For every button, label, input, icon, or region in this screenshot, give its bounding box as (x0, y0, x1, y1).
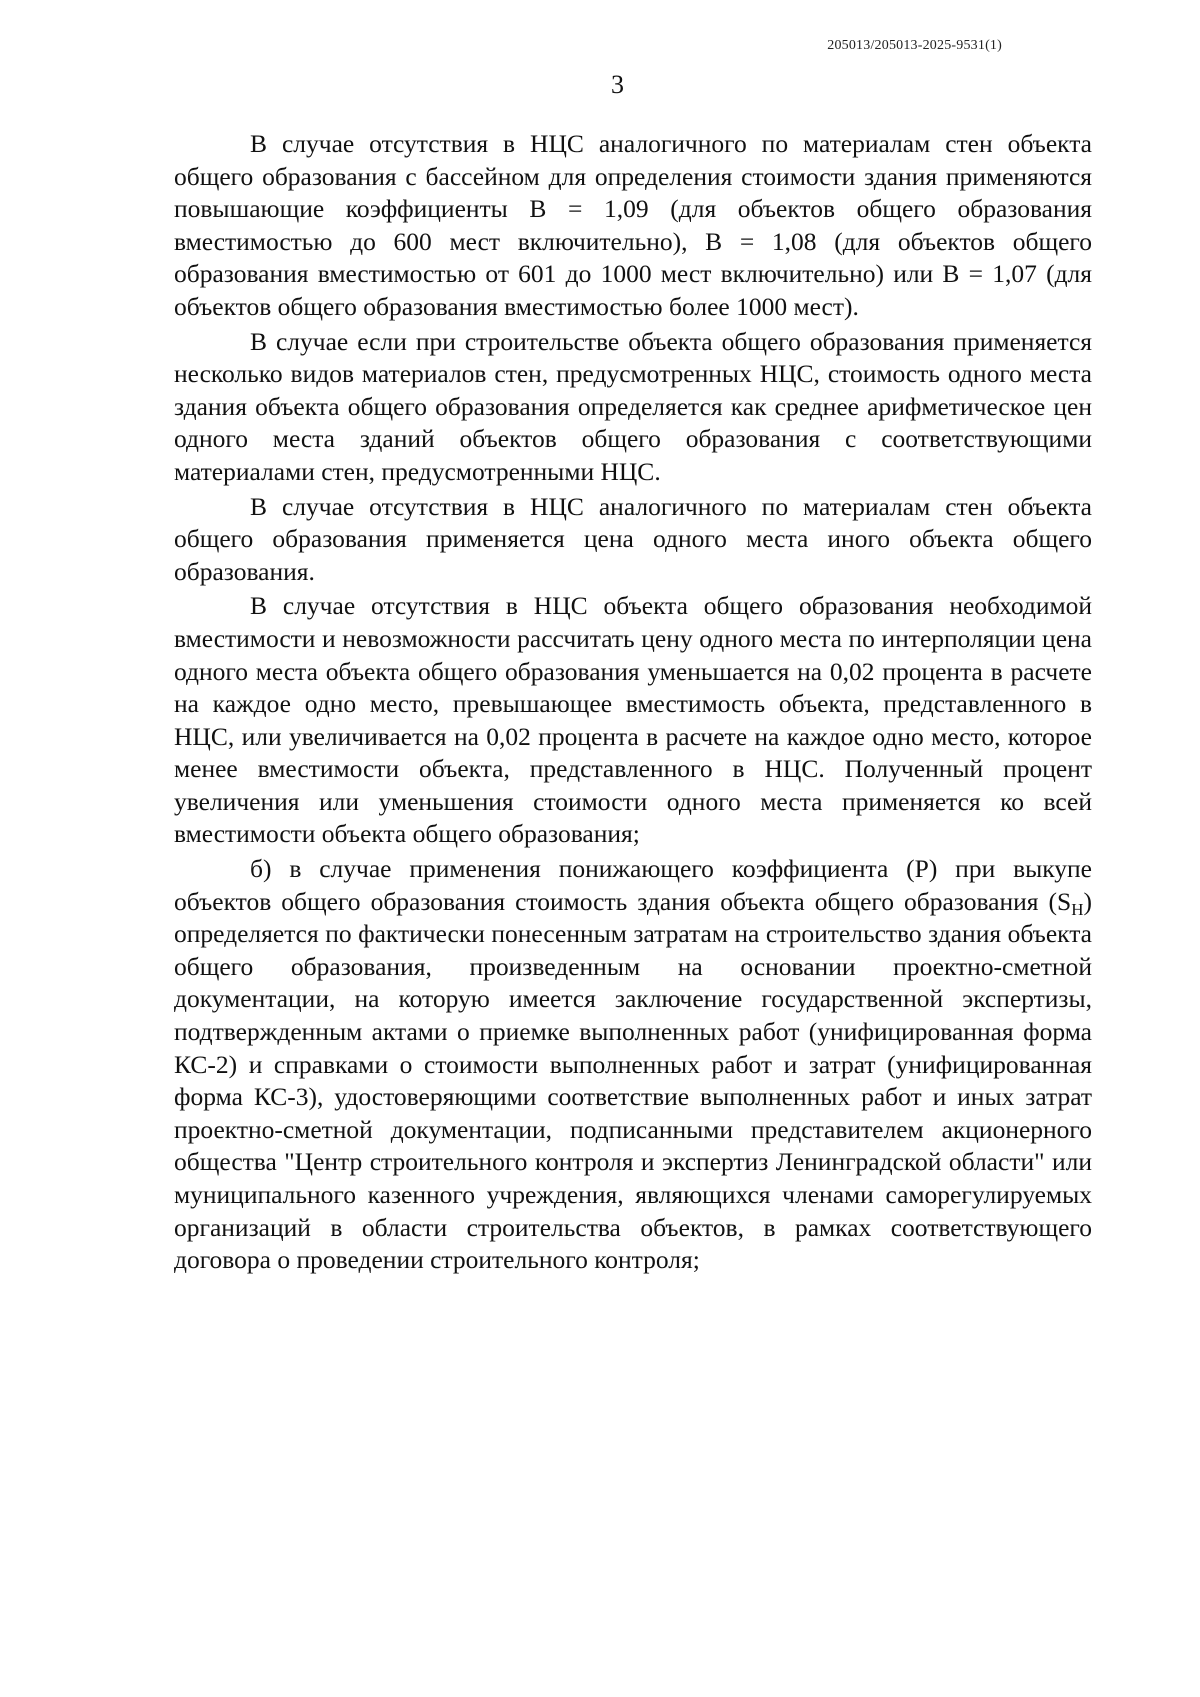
item-b-text-end: ) определяется по фактически понесенным затратам на строительство здания объекта общего образования, произведенным на основании проектно-сметной документации, на которую имеется заключение государственной экспертизы, подтвержденным актами о приемке выполненных работ (унифицированная форма КС-2) и справками о стоимости выполненных работ и затрат (унифицированная форма КС-3), удостоверяющими соответствие выполненных работ и иных затрат проектно-сметной документации, подписанными представителем акционерного общества "Центр строительного контроля и экспертиз Ленинградской области" или муниципального казенного учреждения, являющихся членами саморегулируемых организаций в области строительства объектов, в рамках соответствующего договора о проведении строительного контроля; (174, 886, 1092, 1275)
paragraph-coefficients: В случае отсутствия в НЦС аналогичного по материалам стен объекта общего образования с бассейном для определения стоимости здания применяются повышающие коэффициенты В = 1,09 (для объектов общего образования вместимостью до 600 мест включительно), В = 1,08 (для объектов общего образования вместимостью от 601 до 1000 мест включительно) или В = 1,07 (для объектов общего образования вместимостью более 1000 мест). (174, 129, 1092, 321)
page-number: 3 (611, 70, 624, 99)
paragraph-other-object-price: В случае отсутствия в НЦС аналогичного по материалам стен объекта общего образования применяется цена одного места иного объекта общего образования. (174, 491, 1092, 586)
document-id: 205013/205013-2025-9531(1) (827, 38, 1002, 53)
paragraph-wall-materials: В случае если при строительстве объекта общего образования применяется несколько видов материалов стен, предусмотренных НЦС, стоимость одного места здания объекта общего образования определяется как среднее арифметическое цен одного места зданий объектов общего образования с соответствующими материалами стен, предусмотренными НЦС. (174, 326, 1092, 486)
item-b-subscript: H (1071, 899, 1084, 919)
paragraph-item-b (174, 853, 1092, 1277)
paragraph-capacity-adjustment: В случае отсутствия в НЦС объекта общего образования необходимой вместимости и невозможности рассчитать цену одного места по интерполяции цена одного места объекта общего образования уменьшается на 0,02 процента в расчете на каждое одно место, превышающее вместимость объекта, представленного в НЦС, или увеличивается на 0,02 процента в расчете на каждое одно место, которое менее вместимости объекта, представленного в НЦС. Полученный процент увеличения или уменьшения стоимости одного места применяется ко всей вместимости объекта общего образования; (174, 591, 1092, 849)
item-b-text-start: б) в случае применения понижающего коэффициента (Р) при выкупе объектов общего образования стоимость здания объекта общего образования (S (174, 854, 1092, 916)
body-text (174, 128, 1092, 1277)
